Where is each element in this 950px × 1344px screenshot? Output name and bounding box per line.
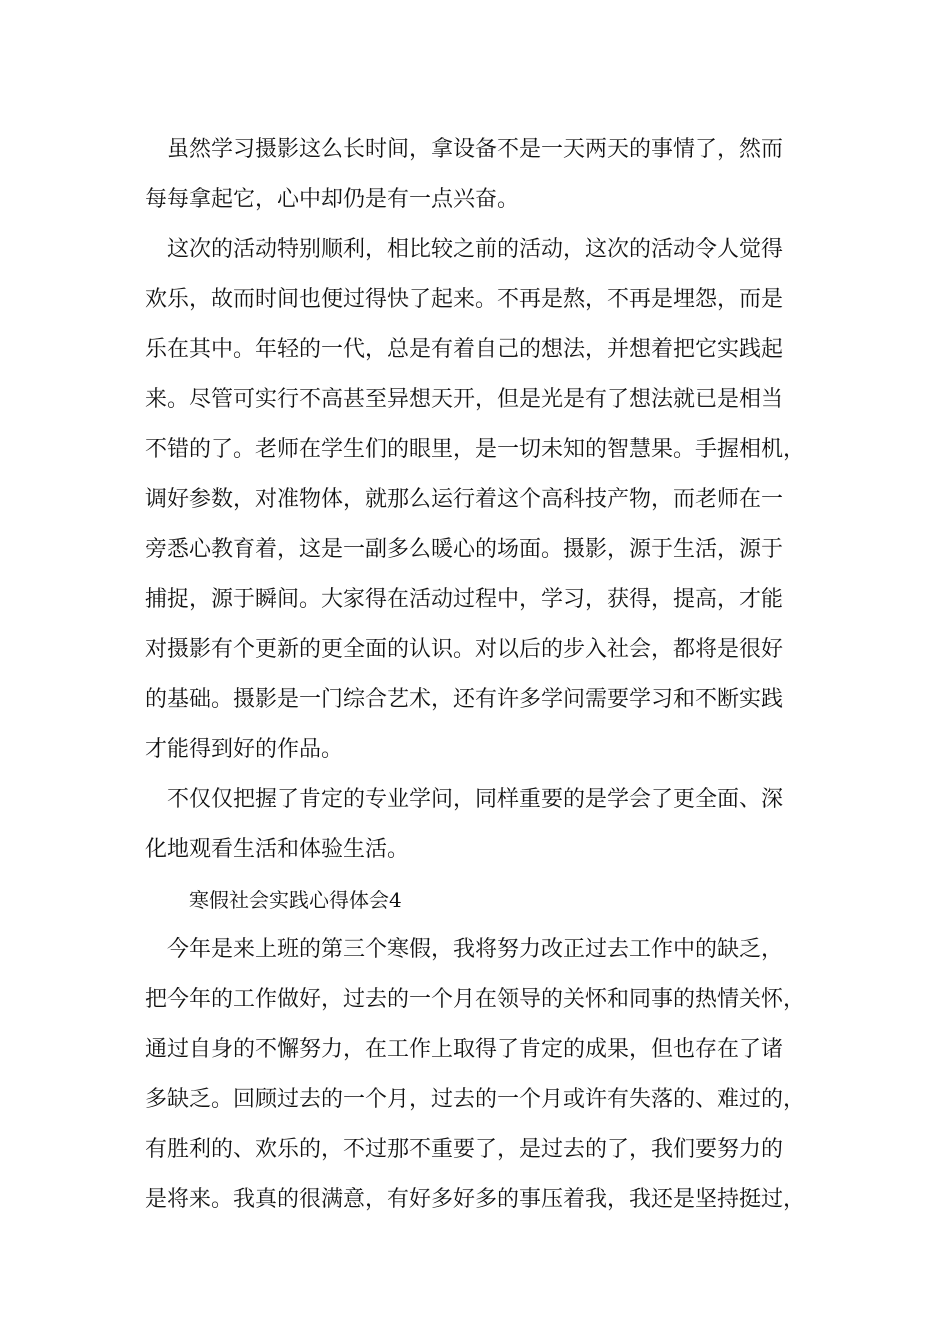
paragraph-line: 每每拿起它，心中却仍是有一点兴奋。 (145, 187, 520, 212)
paragraph-line: 通过自身的不懈努力，在工作上取得了肯定的成果，但也存在了诸 (145, 1037, 784, 1062)
paragraph-3 (145, 775, 825, 875)
paragraph-line: 是将来。我真的很满意，有好多好多的事压着我，我还是坚持挺过， (145, 1187, 806, 1212)
paragraph-line: 乐在其中。年轻的一代，总是有着自己的想法，并想着把它实践起 (145, 337, 784, 362)
paragraph-line: 今年是来上班的第三个寒假，我将努力改正过去工作中的缺乏， (167, 937, 784, 962)
paragraph-line: 虽然学习摄影这么长时间，拿设备不是一天两天的事情了，然而 (167, 137, 784, 162)
paragraph-line: 的基础。摄影是一门综合艺术，还有许多学问需要学习和不断实践 (145, 687, 784, 712)
document-body (145, 125, 825, 1225)
paragraph-line: 这次的活动特别顺利，相比较之前的活动，这次的活动令人觉得 (167, 237, 784, 262)
paragraph-line: 不仅仅把握了肯定的专业学问，同样重要的是学会了更全面、深 (167, 787, 784, 812)
paragraph-line: 欢乐，故而时间也便过得快了起来。不再是熬，不再是埋怨，而是 (145, 287, 784, 312)
paragraph-1 (145, 125, 825, 225)
paragraph-line: 多缺乏。回顾过去的一个月，过去的一个月或许有失落的、难过的， (145, 1087, 806, 1112)
paragraph-line: 调好参数，对准物体，就那么运行着这个高科技产物，而老师在一 (145, 487, 784, 512)
paragraph-line: 才能得到好的作品。 (145, 737, 344, 762)
paragraph-2 (145, 225, 825, 775)
section-heading: 寒假社会实践心得体会4 (189, 888, 402, 912)
paragraph-line: 有胜利的、欢乐的，不过那不重要了，是过去的了，我们要努力的 (145, 1137, 784, 1162)
paragraph-line: 不错的了。老师在学生们的眼里，是一切未知的智慧果。手握相机， (145, 437, 806, 462)
paragraph-line: 对摄影有个更新的更全面的认识。对以后的步入社会，都将是很好 (145, 637, 784, 662)
paragraph-line: 捕捉，源于瞬间。大家得在活动过程中，学习，获得，提高，才能 (145, 587, 784, 612)
paragraph-line: 来。尽管可实行不高甚至异想天开，但是光是有了想法就已是相当 (145, 387, 784, 412)
paragraph-line: 把今年的工作做好，过去的一个月在领导的关怀和同事的热情关怀， (145, 987, 806, 1012)
paragraph-line: 旁悉心教育着，这是一副多么暖心的场面。摄影，源于生活，源于 (145, 537, 784, 562)
paragraph-4 (145, 925, 825, 1225)
paragraph-line: 化地观看生活和体验生活。 (145, 837, 410, 862)
